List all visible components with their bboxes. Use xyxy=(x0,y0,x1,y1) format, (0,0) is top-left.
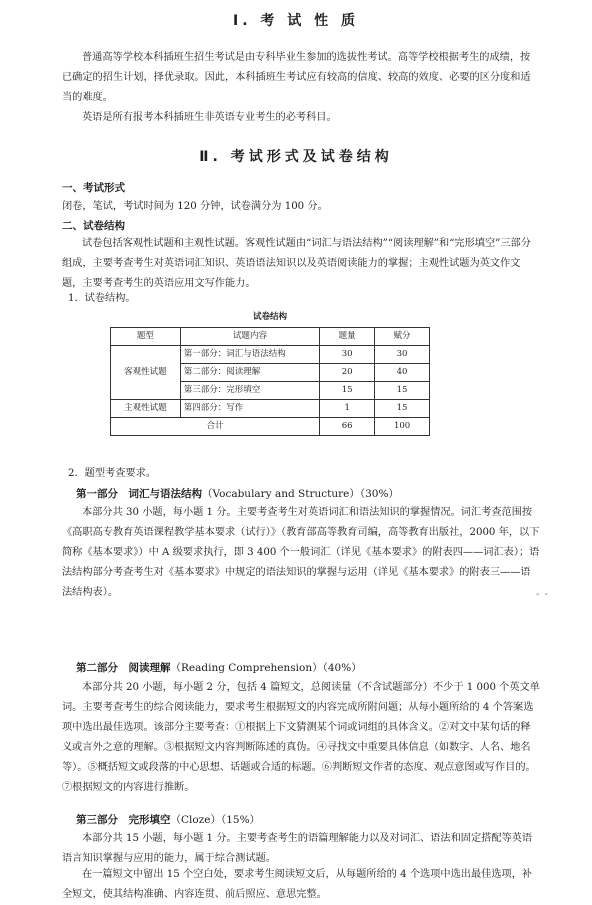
part2-title-bold: 第二部分 阅读理解 xyxy=(76,662,171,674)
heading-exam-form: 一、考试形式 xyxy=(62,182,125,194)
paragraph-nature: 普通高等学校本科插班生招生考试是由专科毕业生参加的选拔性考试。高等学校根据考生的成绩，按已确定的招生计划，择优录取。因此，本科插班生考试应有较高的信度、较高的效度、必要的区分度和适当的难度。 xyxy=(62,52,531,103)
content-cell: 第二部分：阅读理解 xyxy=(180,364,320,382)
section-title-nature: Ⅰ. 考 试 性 质 xyxy=(232,13,360,29)
part1-paragraph: 本部分共 30 小题，每小题 1 分。主要考查考生对英语词汇和语法知识的掌握情况。词汇考查范围按《高职高专教育英语课程教学基本要求（试行）》（教育部高等教育司编，高等教育出版社，2000 年，以下简称《基本要求》）中 A 级要求执行，即 3 400 个一般词汇（详见《基本要求》的附表四——词汇表）；语法结构部分考查考生对《基本要求》中规定的语法知识的掌握与运用（详见《基本要求》的附表三——语法结构表）。 xyxy=(62,507,540,598)
count-cell: 1 xyxy=(320,400,375,418)
part2-paragraph: 本部分共 20 小题，每小题 2 分，包括 4 篇短文，总阅读量（不含试题部分）不少于 1 000 个英文单词。主要考查考生的综合阅读能力，要求考生根据短文的内容完成所附问题；从每小题所给的 4 个答案选项中选出最佳选项。该部分主要考查：①根据上下文猜测某个词或词组的具体含义。②对文中某句话的释义或言外之意的理解。③根据短文内容判断陈述的真伪。④寻找文中重要具体信息（如数字、人名、地名等）。⑤概括短文或段落的中心思想、话题或合适的标题。⑥判断短文作者的态度、观点意图或写作目的。⑦根据短文的内容进行推断。 xyxy=(62,682,540,793)
count-cell: 15 xyxy=(320,382,375,400)
page-mark: - - xyxy=(536,589,549,600)
table-row xyxy=(111,400,430,418)
exam-form-text: 闭卷，笔试，考试时间为 120 分钟，试卷满分为 100 分。 xyxy=(62,201,328,212)
table-header-row xyxy=(111,328,430,346)
content-cell: 第一部分：词汇与语法结构 xyxy=(180,346,320,364)
part3-title xyxy=(76,812,260,828)
header-cell: 试题内容 xyxy=(180,328,320,346)
content-cell: 第四部分：写作 xyxy=(180,400,320,418)
score-cell: 30 xyxy=(375,346,430,364)
score-cell: 15 xyxy=(375,382,430,400)
part2-title-rest: （Reading Comprehension）（40%） xyxy=(170,662,362,674)
item-structure: 1．试卷结构。 xyxy=(68,293,136,304)
score-cell: 15 xyxy=(375,400,430,418)
count-cell: 20 xyxy=(320,364,375,382)
header-cell: 题量 xyxy=(320,328,375,346)
heading-paper-structure: 二、试卷结构 xyxy=(62,220,125,232)
part3-paragraph-1: 本部分共 15 小题，每小题 1 分。主要考查考生的语篇理解能力以及对词汇、语法和固定搭配等英语语言知识掌握与应用的能力，属于综合测试题。 xyxy=(62,833,533,864)
part1-title-rest: （Vocabulary and Structure）（30%） xyxy=(202,488,399,500)
paragraph-subject: 英语是所有报考本科插班生非英语专业考生的必考科目。 xyxy=(82,112,337,123)
part3-paragraph-2: 在一篇短文中留出 15 个空白处，要求考生阅读短文后，从每题所给的 4 个选项中选出最佳选项，补全短文，使其结构准确、内容连贯、前后照应、意思完整。 xyxy=(62,869,533,900)
objective-label: 客观性试题 xyxy=(111,346,181,400)
table-total-row xyxy=(111,418,430,436)
table-caption: 试卷结构 xyxy=(252,312,287,322)
total-count: 66 xyxy=(320,418,375,436)
score-cell: 40 xyxy=(375,364,430,382)
total-score: 100 xyxy=(375,418,430,436)
total-label: 合计 xyxy=(111,418,320,436)
header-cell: 题型 xyxy=(111,328,181,346)
subjective-label: 主观性试题 xyxy=(111,400,181,418)
count-cell: 30 xyxy=(320,346,375,364)
part3-title-rest: （Cloze）（15%） xyxy=(170,814,261,826)
structure-table xyxy=(110,327,430,436)
content-cell: 第三部分：完形填空 xyxy=(180,382,320,400)
part2-title xyxy=(76,660,362,676)
paragraph-structure: 试卷包括客观性试题和主观性试题。客观性试题由“词汇与语法结构”“阅读理解”和“完形填空”三部分组成，主要考查考生对英语词汇知识、英语语法知识以及英语阅读能力的掌握；主观性试题为英文作文题，主要考查考生的英语应用文写作能力。 xyxy=(62,238,531,289)
part1-title-bold: 第一部分 词汇与语法结构 xyxy=(76,488,202,500)
part3-title-bold: 第三部分 完形填空 xyxy=(76,814,171,826)
table-row xyxy=(111,346,430,364)
header-cell: 赋分 xyxy=(375,328,430,346)
item-requirements: 2．题型考查要求。 xyxy=(68,468,156,479)
part1-title xyxy=(76,486,399,502)
section-title-format: Ⅱ. 考试形式及试卷结构 xyxy=(199,149,393,165)
